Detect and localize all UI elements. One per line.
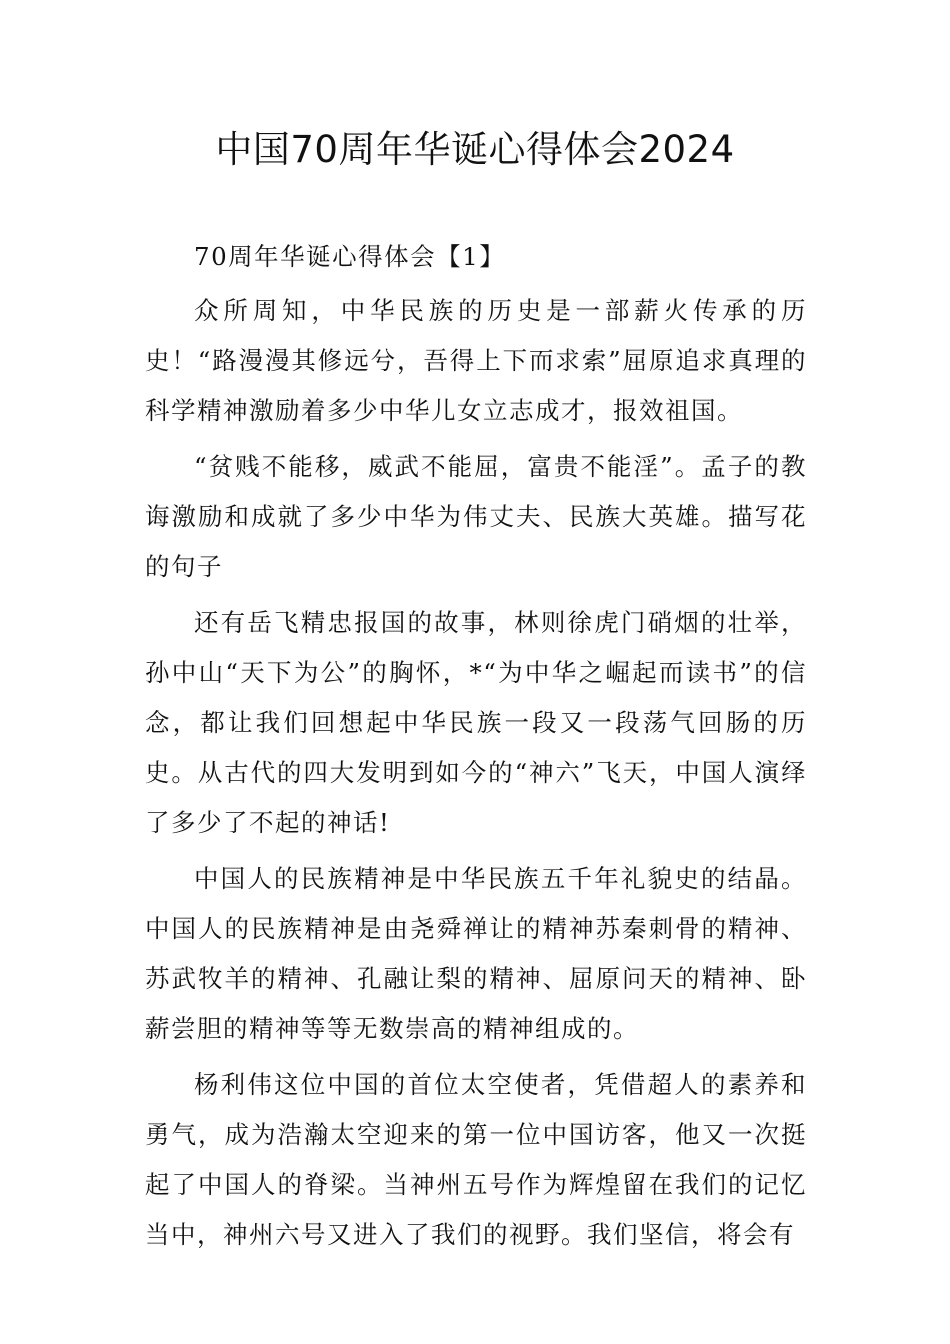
document-title: 中国70周年华诞心得体会2024 (215, 128, 735, 171)
paragraph: 中国人的民族精神是中华民族五千年礼貌史的结晶。中国人的民族精神是由尧舜禅让的精神苏秦刺骨的精神、苏武牧羊的精神、孔融让梨的精神、屈原问天的精神、卧薪尝胆的精神等等无数崇高的精神组成的。 (145, 864, 807, 1043)
paragraph: “贫贱不能移，威武不能屈，富贵不能淫”。孟子的教诲激励和成就了多少中华为伟丈夫、民族大英雄。描写花的句子 (145, 452, 807, 581)
paragraph: 众所周知，中华民族的历史是一部薪火传承的历史！“路漫漫其修远兮，吾得上下而求索”屈原追求真理的科学精神激励着多少中华儿女立志成才，报效祖国。 (145, 296, 807, 425)
paragraph: 杨利伟这位中国的首位太空使者，凭借超人的素养和勇气，成为浩瀚太空迎来的第一位中国访客，他又一次挺起了中国人的脊梁。当神州五号作为辉煌留在我们的记忆当中，神州六号又进入了我们的视野。我们坚信，将会有 (145, 1070, 807, 1249)
paragraph: 还有岳飞精忠报国的故事，林则徐虎门硝烟的壮举，孙中山“天下为公”的胸怀，*“为中华之崛起而读书”的信念，都让我们回想起中华民族一段又一段荡气回肠的历史。从古代的四大发明到如今的“神六”飞天，中国人演绎了多少了不起的神话! (145, 608, 807, 837)
section-heading: 70周年华诞心得体会【1】 (194, 242, 506, 271)
document-body (145, 232, 807, 1260)
